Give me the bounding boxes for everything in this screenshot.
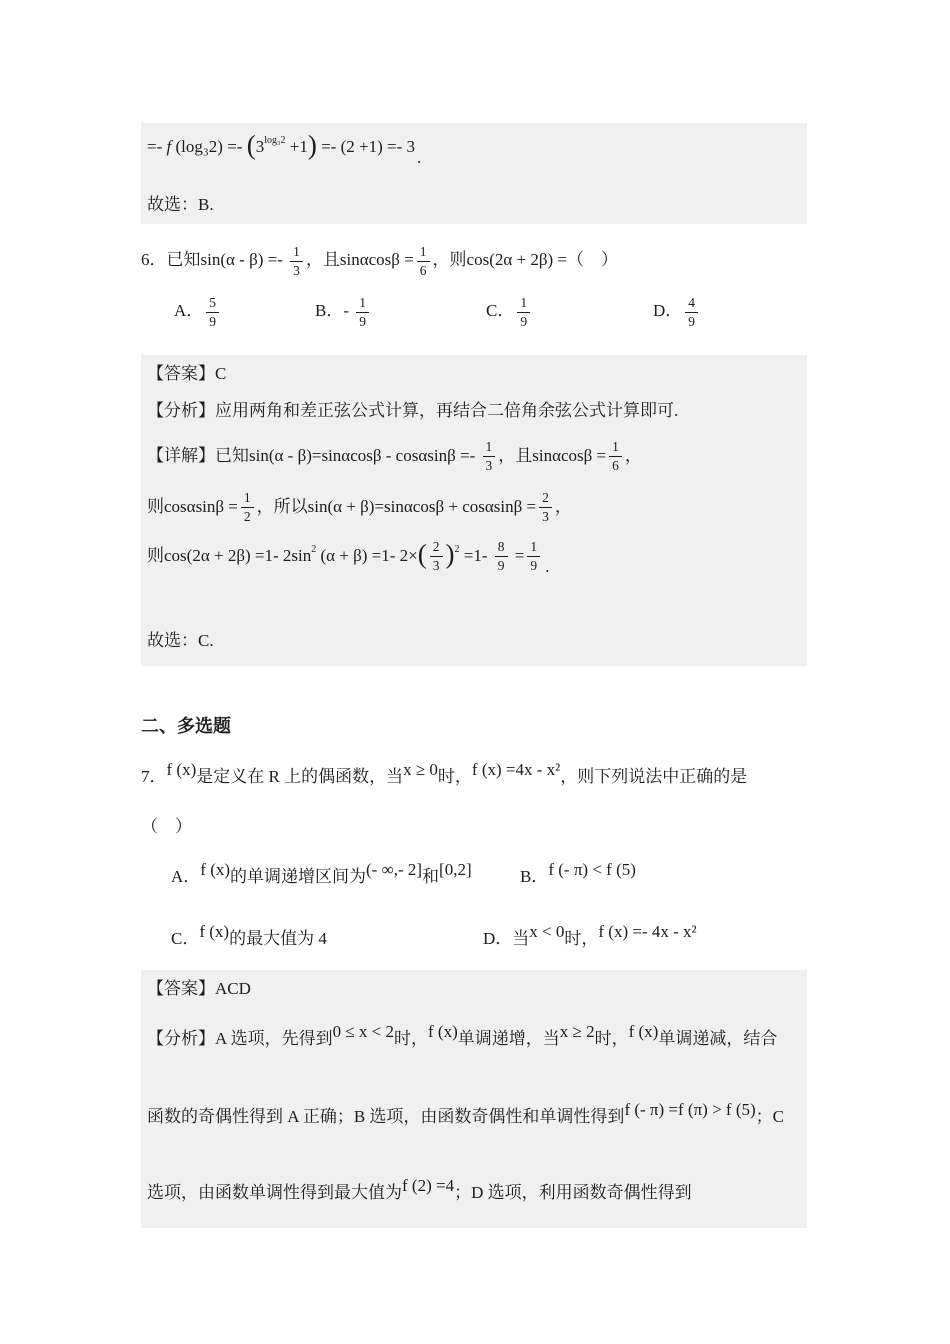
text-run: A． — [174, 301, 204, 321]
text-run: 单调递增，当 — [457, 1028, 560, 1048]
fraction-numerator: 2 — [430, 540, 443, 557]
text-run: 和 — [422, 866, 440, 886]
fraction — [206, 296, 219, 329]
detail-line-1-q6 — [147, 436, 797, 475]
raised-math-run: f (- π) =f (π) > f (5) — [624, 1100, 756, 1120]
detail-line-2-q6 — [147, 487, 797, 526]
question-6-options — [141, 293, 807, 343]
big-paren: ) — [307, 130, 317, 160]
answer-choice-line-q6 — [147, 630, 797, 652]
text-run: ，且 — [498, 445, 533, 465]
text-run: ；C — [755, 1107, 784, 1127]
text-run: 则 — [147, 545, 164, 565]
big-paren: ( — [246, 130, 256, 160]
fraction-numerator: 2 — [539, 491, 552, 508]
q6-option-c — [486, 293, 533, 329]
math-run: = — [510, 545, 525, 565]
fraction-denominator: 9 — [497, 558, 505, 574]
section-heading-multiple-choice: 二、多选题 — [141, 716, 231, 737]
raised-math-run: 0 ≤ x < 2 — [332, 1021, 395, 1041]
q6-option-a — [174, 293, 222, 329]
question-7-options-row-2 — [141, 914, 807, 960]
q7-option-c — [171, 914, 327, 957]
fraction-denominator: 6 — [612, 458, 619, 474]
fraction — [241, 491, 254, 524]
text-run: 时， — [594, 1028, 629, 1048]
math-run: =- (2 +1) =- 3 — [316, 137, 415, 156]
q7-option-a — [171, 852, 472, 895]
raised-math-run: f (x) — [200, 859, 231, 879]
answer-line-q7 — [147, 978, 797, 1000]
text-run: D． — [653, 301, 683, 321]
fraction — [290, 245, 303, 278]
text-run: （ ） — [567, 250, 619, 270]
detail-line-3-q6 — [147, 536, 797, 586]
text-run: ，则下列说法中正确的是 — [560, 766, 748, 786]
text-run: 的最大值为 4 — [229, 928, 327, 948]
raised-math-run: f (x) — [428, 1021, 458, 1041]
fraction-denominator: 3 — [432, 558, 440, 574]
fraction-numerator: 1 — [527, 540, 540, 557]
raised-math-run: f (x) =4x - x² — [471, 759, 561, 779]
fraction — [430, 540, 443, 573]
superscript: 2 — [311, 543, 317, 555]
fraction-denominator: 2 — [243, 509, 251, 525]
fraction — [685, 296, 698, 329]
text-run: ，且 — [305, 250, 340, 270]
math-run: sin(α - β)=sinαcosβ - cosαsinβ =- — [249, 445, 480, 465]
fraction-denominator: 3 — [485, 458, 493, 474]
solution-block-q5 — [141, 123, 807, 224]
text-run: 的单调递增区间为 — [230, 866, 367, 886]
solution-block-q6 — [141, 355, 807, 666]
text-run: ， — [554, 496, 572, 516]
math-run: cosαsinβ = — [164, 496, 238, 516]
raised-math-run: f (x) — [628, 1021, 659, 1041]
question-7-paren — [141, 816, 807, 838]
text-run: 【答案】C — [147, 364, 227, 384]
fraction-numerator: 4 — [685, 296, 698, 313]
math-italic-run: f — [166, 137, 172, 156]
raised-math-run: x ≥ 2 — [559, 1021, 595, 1041]
question-6-stem — [141, 240, 807, 279]
fraction-numerator: 1 — [609, 440, 622, 457]
text-run: 时， — [394, 1028, 429, 1048]
text-run: B． — [315, 301, 344, 321]
raised-math-run: x ≥ 0 — [403, 759, 438, 779]
math-run: sinαcosβ = — [532, 445, 607, 465]
fraction-numerator: 1 — [417, 245, 430, 262]
fraction-numerator: 1 — [290, 245, 303, 262]
text-run: 是定义在 R 上的偶函数，当 — [196, 766, 404, 786]
text-run: 时， — [564, 928, 599, 948]
answer-choice-line-q5 — [147, 194, 797, 216]
text-run: 【详解】已知 — [147, 445, 249, 465]
text-run: 时， — [437, 766, 472, 786]
fraction-numerator: 8 — [495, 540, 508, 557]
analysis-line-q6 — [147, 400, 797, 422]
fraction-denominator: 9 — [688, 314, 696, 330]
q7-option-d — [483, 914, 697, 957]
math-run: sin(α + β)=sinαcosβ + cosαsinβ = — [307, 496, 537, 516]
question-7-options-row-1 — [141, 852, 807, 898]
text-run: 【分析】A 选项，先得到 — [147, 1028, 333, 1048]
q7-option-b — [520, 852, 636, 895]
superscript: log₃2 — [264, 135, 286, 146]
text-run: 选项，由函数单调性得到最大值为 — [147, 1183, 402, 1203]
answer-line-q6 — [147, 363, 797, 385]
fraction — [609, 440, 622, 473]
fraction-denominator: 6 — [419, 262, 427, 278]
raised-math-run: [0,2] — [439, 859, 472, 879]
text-run: 故选：C. — [147, 630, 214, 650]
text-run: C． — [171, 928, 200, 948]
text-run: 6．已知 — [141, 250, 201, 270]
q6-option-d — [653, 293, 701, 329]
text-run: 单调递减，结合 — [658, 1028, 778, 1048]
raised-math-run: f (x) — [166, 759, 197, 779]
text-run: ，则 — [432, 250, 467, 270]
baseline-period: . — [417, 148, 422, 167]
fraction — [527, 540, 540, 573]
big-paren: ) — [445, 538, 455, 569]
solution-formula-line — [147, 131, 797, 174]
text-run: D．当 — [483, 928, 530, 948]
text-run: ，所以 — [256, 496, 308, 516]
math-run: 3 — [255, 137, 265, 156]
text-run: C． — [486, 301, 515, 321]
raised-math-run: x < 0 — [529, 921, 565, 941]
text-run: 故选：B. — [147, 195, 214, 215]
text-run: ；D 选项，利用函数奇偶性得到 — [454, 1183, 692, 1203]
analysis-line-2-q7 — [147, 1090, 797, 1136]
baseline-period: . — [545, 556, 550, 576]
q6-option-b — [315, 293, 372, 329]
fraction-numerator: 1 — [356, 296, 369, 313]
fraction-numerator: 5 — [206, 296, 219, 313]
fraction-numerator: 1 — [241, 491, 254, 508]
text-run: 7． — [141, 766, 167, 786]
fraction-denominator: 9 — [209, 314, 217, 330]
math-run: =1- — [459, 545, 492, 565]
text-run: （ ） — [141, 816, 192, 836]
text-run: B． — [520, 866, 549, 886]
math-run: (α + β) =1- 2× — [316, 545, 418, 565]
text-run: A． — [171, 866, 201, 886]
analysis-line-3-q7 — [147, 1166, 797, 1212]
fraction — [495, 540, 508, 573]
math-run: cos(2α + 2β) =1- 2sin — [164, 545, 312, 565]
math-run: (log₃2) =- — [171, 137, 247, 156]
fraction — [539, 491, 552, 524]
fraction-numerator: 1 — [517, 296, 530, 313]
fraction-denominator: 9 — [520, 314, 528, 330]
fraction — [483, 440, 496, 473]
fraction — [417, 245, 430, 278]
math-run: - — [343, 301, 354, 321]
question-7-stem — [141, 750, 807, 796]
raised-math-run: (- ∞,- 2] — [366, 859, 423, 879]
text-run: 函数的奇偶性得到 A 正确；B 选项，由函数奇偶性和单调性得到 — [147, 1107, 625, 1127]
fraction — [356, 296, 369, 329]
analysis-line-1-q7 — [147, 1012, 797, 1058]
big-paren: ( — [417, 538, 427, 569]
math-run: =- — [147, 137, 167, 156]
fraction-denominator: 3 — [293, 262, 300, 278]
fraction — [517, 296, 530, 329]
superscript: 2 — [454, 543, 460, 555]
math-run: +1 — [285, 137, 308, 156]
raised-math-run: f (- π) < f (5) — [548, 859, 636, 879]
solution-block-q7 — [141, 970, 807, 1228]
math-run: sin(α - β) =- — [200, 250, 288, 270]
text-run: ， — [624, 445, 642, 465]
fraction-denominator: 9 — [530, 558, 538, 574]
text-run: 【答案】ACD — [147, 978, 251, 998]
text-run: 【分析】应用两角和差正弦公式计算，再结合二倍角余弦公式计算即可. — [147, 400, 679, 420]
raised-math-run: f (x) =- 4x - x² — [598, 921, 697, 941]
raised-math-run: f (2) =4 — [402, 1176, 455, 1196]
fraction-denominator: 3 — [542, 509, 549, 525]
fraction-denominator: 9 — [359, 314, 367, 330]
text-run: 则 — [147, 496, 164, 516]
math-run: sinαcosβ = — [339, 250, 414, 270]
fraction-numerator: 1 — [483, 440, 496, 457]
raised-math-run: f (x) — [199, 921, 230, 941]
math-run: cos(2α + 2β) = — [466, 250, 568, 270]
